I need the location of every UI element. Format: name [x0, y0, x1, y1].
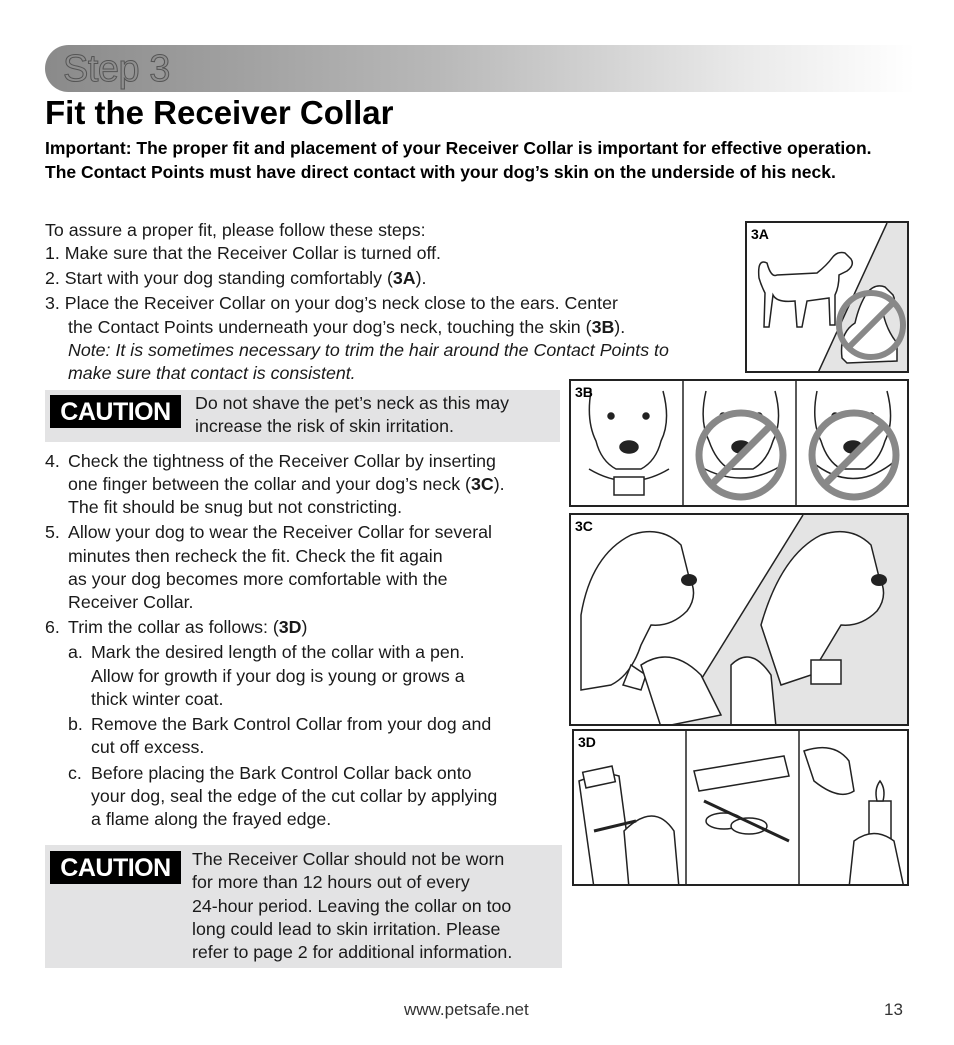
substep-c-line3: a flame along the frayed edge.: [91, 809, 332, 829]
caution-badge-1: [50, 395, 181, 428]
step-4-end: ).: [493, 474, 505, 494]
step-4-text: one finger between the collar and your dog’s neck (: [68, 474, 471, 494]
substep-b-line1: Remove the Bark Control Collar from your dog and: [91, 714, 492, 734]
substep-c-line1: Before placing the Bark Control Collar back onto: [91, 763, 472, 783]
step-5-number: 5.: [45, 522, 60, 542]
step-3-text: the Contact Points underneath your dog’s neck, touching the skin (: [68, 317, 592, 337]
caution-1-line1: Do not shave the pet’s neck as this may: [195, 393, 509, 413]
figure-3d-illustration: [574, 731, 909, 886]
figure-3c-illustration: [571, 515, 909, 726]
page-number: 13: [884, 1000, 903, 1019]
step-6-text: Trim the collar as follows: (: [68, 617, 279, 637]
step-label: Step 3: [63, 48, 170, 90]
figure-3d: [572, 729, 909, 886]
step-3-note-line2: make sure that contact is consistent.: [68, 363, 356, 383]
substep-c-number: c.: [68, 763, 82, 783]
caution-2-line2: for more than 12 hours out of every: [192, 872, 470, 892]
caution-2-line5: refer to page 2 for additional information.: [192, 942, 513, 962]
substep-a-number: a.: [68, 642, 83, 662]
step-banner: [45, 45, 915, 92]
caution-badge-2: [50, 851, 181, 884]
figure-3b-label: 3B: [575, 384, 593, 400]
intro-text: To assure a proper fit, please follow these steps:: [45, 220, 426, 240]
step-6-line: [68, 616, 307, 640]
caution-2-line3: 24-hour period. Leaving the collar on too: [192, 896, 512, 916]
substep-a-line1: Mark the desired length of the collar with a pen.: [91, 642, 465, 662]
step-4-line2: [68, 473, 505, 497]
step-4-number: 4.: [45, 451, 60, 471]
step-2-end: ).: [415, 268, 427, 288]
step-5-line4: Receiver Collar.: [68, 592, 194, 612]
substep-b-number: b.: [68, 714, 83, 734]
step-3-line1: 3. Place the Receiver Collar on your dog’s neck close to the ears. Center: [45, 293, 618, 313]
caution-1-line2: increase the risk of skin irritation.: [195, 416, 454, 436]
step-3-ref: 3B: [591, 317, 615, 337]
substep-a-line2: Allow for growth if your dog is young or grows a: [91, 666, 465, 686]
step-3-line2: [68, 316, 625, 340]
substep-c-line2: your dog, seal the edge of the cut collar by applying: [91, 786, 498, 806]
important-note: Important: The proper fit and placement of your Receiver Collar is important for effective operation. The Contact Points must have direct contact with your dog’s skin on the underside of his neck.: [45, 138, 872, 182]
step-5-line2: minutes then recheck the fit. Check the fit again: [68, 546, 443, 566]
step-1: 1. Make sure that the Receiver Collar is turned off.: [45, 243, 441, 263]
substep-b-line2: cut off excess.: [91, 737, 205, 757]
figure-3a-label: 3A: [751, 226, 769, 242]
step-2-text: 2. Start with your dog standing comfortably (: [45, 268, 393, 288]
caution-badge-2-text: CAUTION: [60, 854, 171, 882]
step-5-line1: Allow your dog to wear the Receiver Collar for several: [68, 522, 492, 542]
caution-box-1: [45, 390, 560, 442]
caution-box-2: [45, 845, 562, 968]
step-2-ref: 3A: [392, 268, 416, 288]
figure-3c: [569, 513, 909, 726]
step-5-line3: as your dog becomes more comfortable with the: [68, 569, 448, 589]
step-6-end: ): [301, 617, 308, 637]
figure-3a: [745, 221, 909, 373]
substep-a-line3: thick winter coat.: [91, 689, 224, 709]
step-2: [45, 267, 427, 291]
step-3-note-line1: Note: It is sometimes necessary to trim the hair around the Contact Points to: [68, 340, 669, 360]
caution-2-line1: The Receiver Collar should not be worn: [192, 849, 505, 869]
step-4-line3: The fit should be snug but not constricting.: [68, 497, 403, 517]
caution-badge-1-text: CAUTION: [60, 398, 171, 426]
page-title: Fit the Receiver Collar: [45, 94, 394, 131]
step-4-ref: 3C: [470, 474, 494, 494]
step-6-number: 6.: [45, 617, 60, 637]
figure-3d-label: 3D: [578, 734, 596, 750]
step-3-end: ).: [614, 317, 626, 337]
caution-2-line4: long could lead to skin irritation. Please: [192, 919, 501, 939]
figure-3a-illustration: [747, 223, 909, 373]
step-6-ref: 3D: [278, 617, 302, 637]
step-4-line1: Check the tightness of the Receiver Collar by inserting: [68, 451, 496, 471]
figure-3b: [569, 379, 909, 507]
footer-url: www.petsafe.net: [404, 1000, 529, 1019]
figure-3c-label: 3C: [575, 518, 593, 534]
figure-3b-illustration: [571, 381, 909, 507]
